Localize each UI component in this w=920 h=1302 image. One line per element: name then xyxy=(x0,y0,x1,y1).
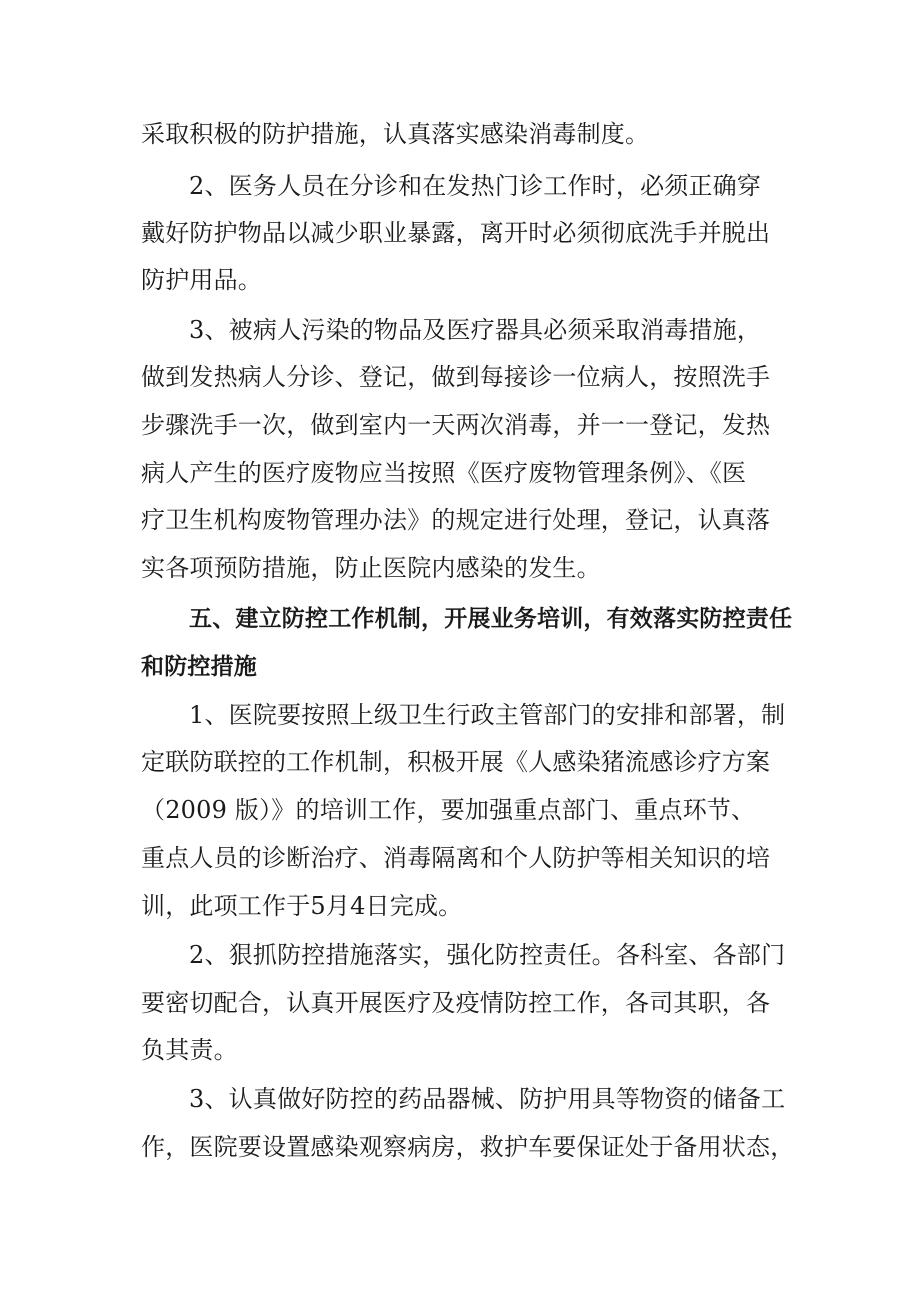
section-heading: 五、建立防控工作机制，开展业务培训，有效落实防控责任 xyxy=(189,606,793,632)
paragraph-line: 实各项预防措施，防止医院内感染的发生。 xyxy=(141,554,601,582)
paragraph-line: 做到发热病人分诊、登记，做到每接诊一位病人，按照洗手 xyxy=(141,363,771,391)
paragraph-line: 训，此项工作于5月4日完成。 xyxy=(141,892,463,920)
section-heading: 和防控措施 xyxy=(141,654,257,680)
paragraph-line: 定联防联控的工作机制，积极开展《人感染猪流感诊疗方案 xyxy=(141,748,771,776)
paragraph-line: 采取积极的防护措施，认真落实感染消毒制度。 xyxy=(141,120,650,148)
paragraph-line: 步骤洗手一次，做到室内一天两次消毒，并一一登记，发热 xyxy=(141,411,771,439)
paragraph-line: 2、狠抓防控措施落实，强化防控责任。各科室、各部门 xyxy=(189,941,786,969)
paragraph-line: 3、认真做好防控的药品器械、防护用具等物资的储备工 xyxy=(189,1085,786,1113)
paragraph-line: 3、被病人污染的物品及医疗器具必须采取消毒措施， xyxy=(189,316,762,344)
paragraph-line: 防护用品。 xyxy=(141,266,262,294)
paragraph-line: （2009 版）》的培训工作，要加强重点部门、重点环节、 xyxy=(141,796,756,824)
paragraph-line: 负其责。 xyxy=(141,1036,238,1064)
paragraph-line: 戴好防护物品以减少职业暴露，离开时必须彻底洗手并脱出 xyxy=(141,219,771,247)
paragraph-line: 要密切配合，认真开展医疗及疫情防控工作，各司其职，各 xyxy=(141,989,771,1017)
paragraph-line: 2、医务人员在分诊和在发热门诊工作时，必须正确穿 xyxy=(189,172,762,200)
paragraph-line: 1、医院要按照上级卫生行政主管部门的安排和部署，制 xyxy=(189,701,786,729)
paragraph-line: 病人产生的医疗废物应当按照《医疗废物管理条例》、《医 xyxy=(141,459,747,487)
paragraph-line: 作，医院要设置感染观察病房，救护车要保证处于备用状态， xyxy=(141,1133,795,1161)
paragraph-line: 重点人员的诊断治疗、消毒隔离和个人防护等相关知识的培 xyxy=(141,844,771,872)
paragraph-line: 疗卫生机构废物管理办法》的规定进行处理，登记，认真落 xyxy=(141,506,771,534)
